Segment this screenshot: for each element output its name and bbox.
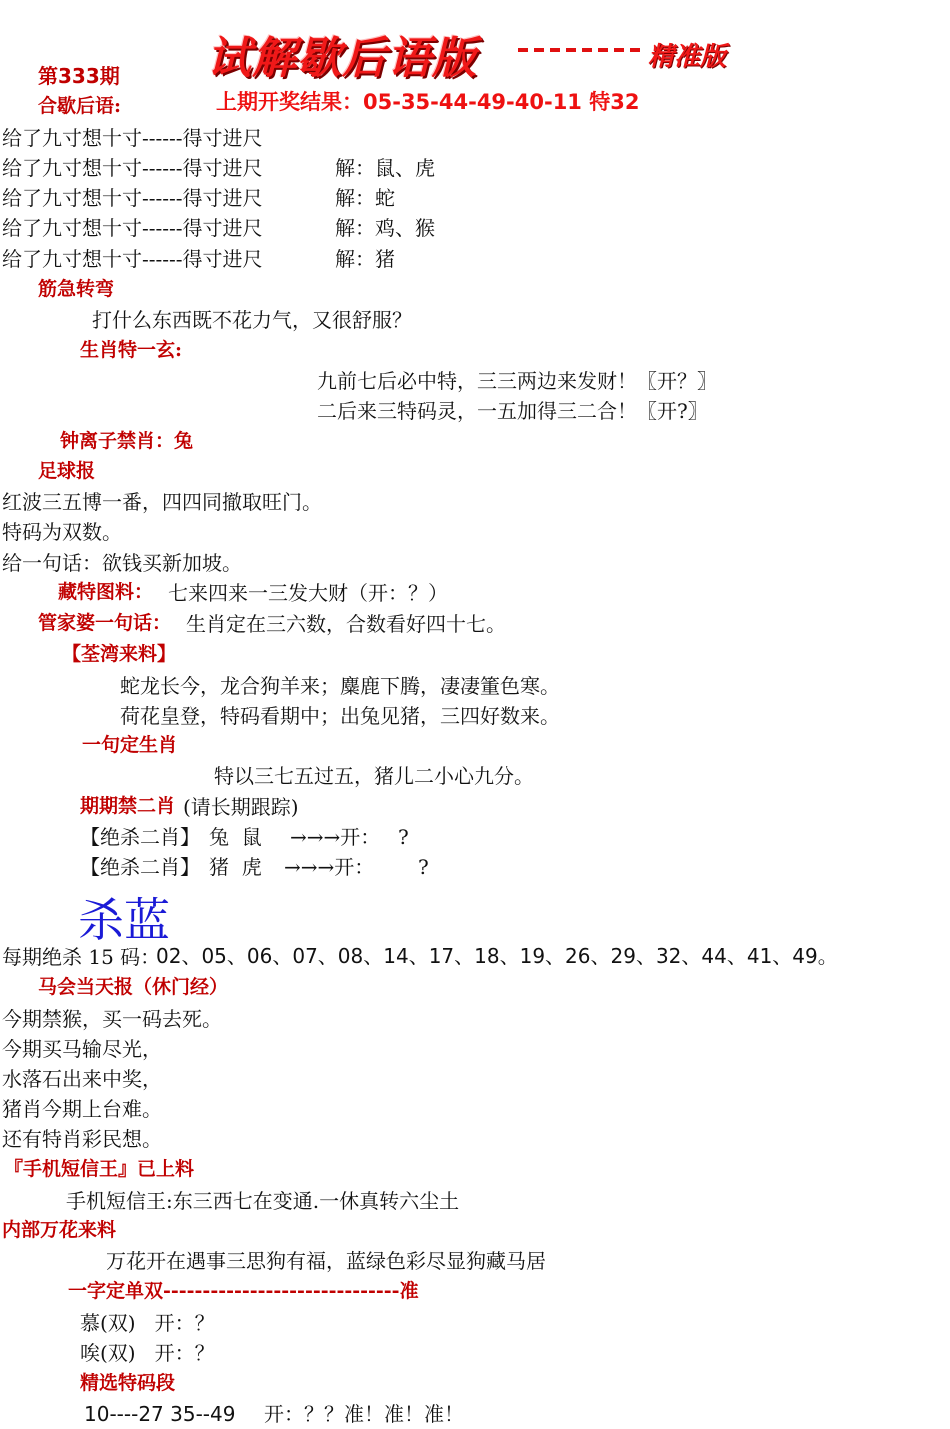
riddle-answer: 解：蛇 xyxy=(335,186,395,210)
mahui-label: 马会当天报（休门经） xyxy=(38,976,229,998)
guanjia-label: 管家婆一句话： xyxy=(38,612,172,634)
qiqi-result: ? xyxy=(398,825,409,849)
jueshai-prefix: 每期绝杀 15 码： xyxy=(2,945,161,969)
quanwan-label: 【荃湾来料】 xyxy=(62,643,177,665)
zuqiu-line: 给一句话：欲钱买新加坡。 xyxy=(2,551,242,575)
quanwan-line: 蛇龙长今，龙合狗羊来；麋鹿下腾，凄凄箽色寒。 xyxy=(120,674,560,698)
xiehouyu-heading: 合歇后语: xyxy=(38,95,122,117)
shengxiao-line: 二后来三特码灵，一五加得三二合！〖开?〗 xyxy=(317,399,708,423)
title-dash-divider xyxy=(518,48,646,52)
quanwan-line: 荷花皇登，特码看期中；出兔见猪，三四好数来。 xyxy=(120,704,560,728)
shengxiao-label: 生肖特一玄: xyxy=(80,339,183,361)
riddle-line: 给了九寸想十寸------得寸进尺 xyxy=(2,186,263,210)
qiqi-animals: 猪 虎 xyxy=(209,855,262,879)
cangte-text: 七来四来一三发大财（开：？） xyxy=(168,581,448,605)
issue-number: 第333期 xyxy=(38,64,120,88)
yiju-text: 特以三七五过五，猪儿二小心九分。 xyxy=(214,764,534,788)
shouji-text: 手机短信王:东三西七在变通.一休真转六尘土 xyxy=(66,1189,460,1213)
riddle-line: 给了九寸想十寸------得寸进尺 xyxy=(2,156,263,180)
shouji-label: 『手机短信王』已上料 xyxy=(4,1158,195,1180)
jingxuan-label: 精选特码段 xyxy=(80,1372,176,1394)
riddle-answer: 解：鼠、虎 xyxy=(335,156,435,180)
riddle-line: 给了九寸想十寸------得寸进尺 xyxy=(2,216,263,240)
zhongli-forbidden: 钟离子禁肖：兔 xyxy=(60,430,194,452)
last-result: 上期开奖结果：05-35-44-49-40-11 特32 xyxy=(216,90,640,114)
mahui-line: 今期禁猴，买一码去死。 xyxy=(2,1007,222,1031)
riddle-line: 给了九寸想十寸------得寸进尺 xyxy=(2,126,263,150)
riddle-answer: 解：鸡、猴 xyxy=(335,216,435,240)
yizi-row: 唉(双) 开：？ xyxy=(80,1341,215,1365)
page-title: 试解歇后语版 xyxy=(207,33,477,84)
cangte-label: 藏特图料： xyxy=(58,581,154,603)
mahui-line: 今期买马输尽光， xyxy=(2,1037,162,1061)
zuqiu-line: 特码为双数。 xyxy=(2,520,122,544)
mahui-line: 还有特肖彩民想。 xyxy=(2,1127,162,1151)
yizi-row: 慕(双) 开：？ xyxy=(80,1311,215,1335)
qiqi-note: (请长期跟踪) xyxy=(183,795,299,819)
qiqi-tag: 【绝杀二肖】 xyxy=(80,855,200,879)
qiqi-tag: 【绝杀二肖】 xyxy=(80,825,200,849)
guanjia-text: 生肖定在三六数，合数看好四十七。 xyxy=(186,612,506,636)
yiju-label: 一句定生肖 xyxy=(82,734,178,756)
jingxuan-codes: 10----27 35--49 xyxy=(84,1402,236,1426)
riddle-answer: 解：猪 xyxy=(335,247,395,271)
jinji-label: 筋急转弯 xyxy=(38,278,115,300)
title-tag: 精准版 xyxy=(648,42,727,72)
neibu-text: 万花开在遇事三思狗有福，蓝绿色彩尽显狗藏马居 xyxy=(106,1249,546,1273)
jinji-question: 打什么东西既不花力气，又很舒服？ xyxy=(92,308,412,332)
qiqi-label: 期期禁二肖 xyxy=(80,795,176,817)
qiqi-arrow: →→→开： xyxy=(290,825,381,849)
riddle-line: 给了九寸想十寸------得寸进尺 xyxy=(2,247,263,271)
zuqiu-line: 红波三五博一番，四四同撤取旺门。 xyxy=(2,490,322,514)
qiqi-result: ? xyxy=(418,855,429,879)
mahui-line: 水落石出来中奖， xyxy=(2,1067,162,1091)
shengxiao-line: 九前七后必中特，三三两边来发财！〖开？〗 xyxy=(317,369,717,393)
qiqi-arrow: →→→开： xyxy=(284,855,375,879)
qiqi-animals: 兔 鼠 xyxy=(209,825,262,849)
jingxuan-tail: 开：？？准！准！准！ xyxy=(264,1402,464,1426)
neibu-label: 内部万花来料 xyxy=(2,1219,117,1241)
jueshai-codes: 02、05、06、07、08、14、17、18、19、26、29、32、44、41、49。 xyxy=(156,944,838,968)
shalan-heading: 杀蓝 xyxy=(78,893,170,947)
zuqiu-label: 足球报 xyxy=(38,460,96,482)
mahui-line: 猪肖今期上台难。 xyxy=(2,1097,162,1121)
yizi-label: 一字定单双------------------------------准 xyxy=(68,1280,419,1302)
